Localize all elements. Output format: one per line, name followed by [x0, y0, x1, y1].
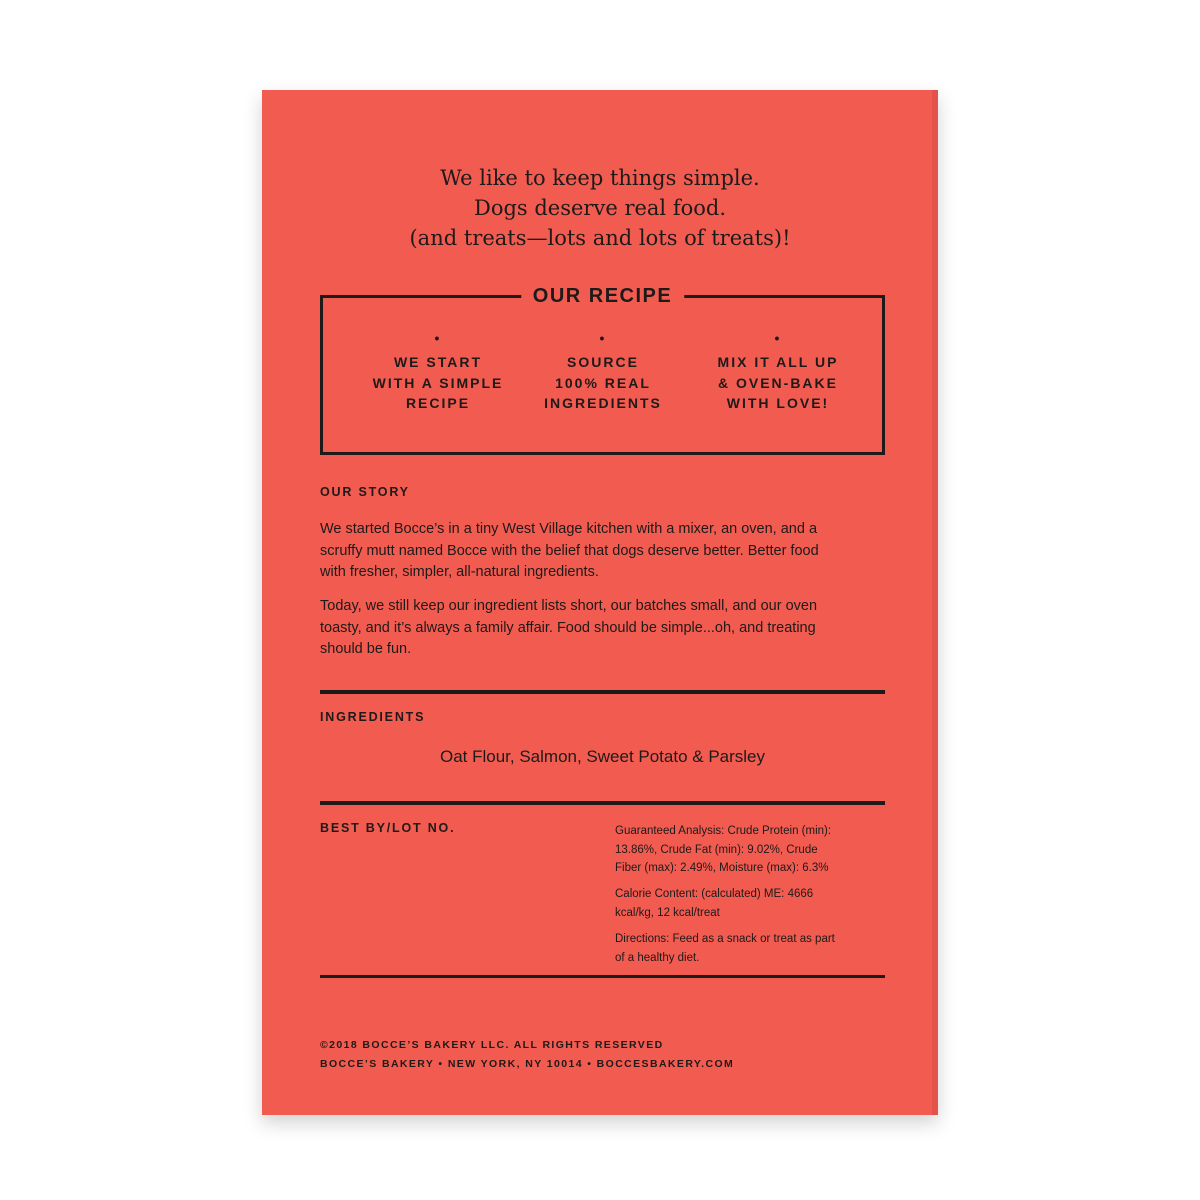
bullet-dot-icon: • [774, 330, 782, 346]
best-by-label: BEST BY/LOT NO. [320, 821, 456, 835]
tagline [262, 163, 938, 253]
story-line: with fresher, simpler, all-natural ingredients. [320, 564, 599, 580]
analysis-line: of a healthy diet. [615, 951, 700, 964]
recipe-step-line: & OVEN-BAKE [717, 374, 838, 391]
ingredients-list: Oat Flour, Salmon, Sweet Potato & Parsley [439, 747, 766, 766]
recipe-step-line: WE START [393, 354, 483, 370]
recipe-step-line: SOURCE [567, 354, 639, 370]
recipe-step-bake [693, 328, 863, 414]
recipe-step-source [518, 328, 688, 414]
analysis-line: Directions: Feed as a snack or treat as part [615, 933, 835, 945]
recipe-step-start [353, 328, 523, 414]
recipe-step-line: INGREDIENTS [544, 395, 662, 411]
tagline-line: Dogs deserve real food. [473, 196, 726, 220]
recipe-step-line: 100% REAL [555, 374, 651, 391]
recipe-step-line: MIX IT ALL UP [717, 354, 839, 370]
tagline-line: (and treats—lots and lots of treats)! [409, 226, 791, 250]
story-label: OUR STORY [320, 485, 410, 499]
copyright-text: ©2018 BOCCE’S BAKERY LLC. ALL RIGHTS RESERVED [320, 1039, 664, 1051]
story-line: toasty, and it’s always a family affair. Food should be simple...oh, and treating [320, 619, 816, 636]
analysis-line: Guaranteed Analysis: Crude Protein (min): [615, 825, 832, 837]
analysis-line: Calorie Content: (calculated) ME: 4666 [615, 888, 814, 900]
recipe-box [320, 285, 885, 455]
footer [320, 1036, 734, 1074]
story-line: should be fun. [320, 641, 412, 657]
tagline-line: We like to keep things simple. [440, 166, 760, 190]
divider [320, 690, 885, 694]
analysis-line: Fiber (max): 2.49%, Moisture (max): 6.3% [615, 862, 829, 874]
story-line: We started Bocce’s in a tiny West Village kitchen with a mixer, an oven, and a [320, 521, 818, 537]
story-paragraph-1 [320, 519, 890, 584]
address-text: BOCCE’S BAKERY • NEW YORK, NY 10014 • BOCCESBAKERY.COM [320, 1058, 735, 1070]
divider [320, 801, 885, 805]
analysis-line: kcal/kg, 12 kcal/treat [615, 906, 720, 919]
directions [615, 930, 890, 967]
ingredients-label: INGREDIENTS [320, 710, 426, 724]
recipe-step-line: WITH A SIMPLE [372, 374, 504, 391]
recipe-step-line: WITH LOVE! [726, 395, 830, 411]
story-paragraph-2 [320, 596, 890, 661]
story-line: scruffy mutt named Bocce with the belief that dogs deserve better. Better food [320, 542, 819, 559]
guaranteed-analysis [615, 822, 890, 878]
recipe-step-line: RECIPE [405, 395, 471, 411]
recipe-title: OUR RECIPE [521, 284, 684, 308]
package-back-panel [262, 90, 938, 1115]
bullet-dot-icon: • [434, 330, 442, 346]
calorie-content [615, 885, 890, 922]
bullet-dot-icon: • [599, 330, 607, 346]
story-line: Today, we still keep our ingredient lists short, our batches small, and our oven [320, 598, 818, 614]
divider [320, 975, 885, 978]
analysis-line: 13.86%, Crude Fat (min): 9.02%, Crude [615, 843, 818, 856]
